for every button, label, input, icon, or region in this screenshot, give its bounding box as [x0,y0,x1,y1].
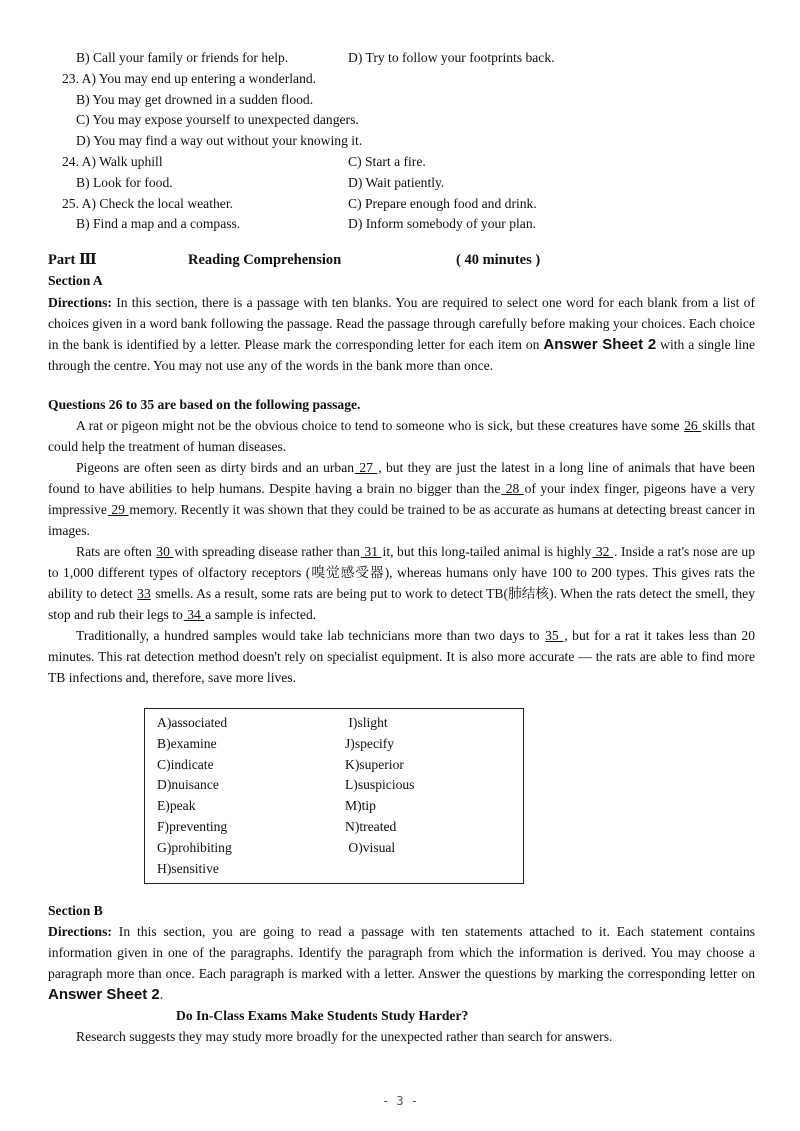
section-a-directions [48,292,755,376]
word-bank-row [157,734,523,755]
text-run: with spreading disease rather than [174,543,360,559]
q24-option-c: C) Start a fire. [348,153,426,169]
directions-label: Directions: [48,294,112,310]
q24-option-d: D) Wait patiently. [348,174,445,190]
q22-option-d: D) Try to follow your footprints back. [348,50,555,65]
word-bank-item: M)tip [345,798,376,814]
word-bank-item: K)superior [345,756,404,772]
q24-options-ac [48,152,755,173]
passage-title: Do In-Class Exams Make Students Study Harder? [176,1008,469,1024]
part3-heading [48,249,755,271]
text-run: . Inside a rat's nose are up to 1,000 different types of olfactory receptors (嗅觉感受器), whereas humans only have 100 to 200 types. This gives rats the ability to detect [48,543,756,601]
word-bank-item: D)nuisance [157,777,219,793]
blank-35: 35 [545,627,564,643]
word-bank-row [157,713,523,734]
q25-option-b: B) Find a map and a compass. [76,216,241,232]
directions-text: In this section, there is a passage with ten blanks. You are required to select one word for each blank from a list of choices given in a word bank following the passage. Read the passage through carefully before making your choices. Each choice in the bank is identified by a letter. Please mark the corresponding letter for each item on [48,294,755,352]
word-bank [144,708,524,884]
exam-page [48,48,755,1047]
text-run: Traditionally, a hundred samples would take lab technicians more than two days to [76,627,545,643]
text-run: , but for a rat it takes less than 20 minutes. This rat detection method doesn't rely on specialist equipment. It is also more accurate — the rats are able to find more TB infections and, therefore, save more lives. [48,627,755,685]
q25-options-bd [48,214,755,235]
q25-options-ac [48,194,755,215]
text-run: a sample is infected. [205,606,317,622]
blank-27: 27 [355,459,378,475]
word-bank-item: H)sensitive [157,860,219,876]
word-bank-item: G)prohibiting [157,839,232,855]
part-title: Reading Comprehension [188,252,342,269]
text-run: of your index finger, pigeons have a very impressive [48,480,755,517]
text-run: skills that could help the treatment of human diseases. [48,417,755,454]
passage-paragraph-1 [48,415,755,457]
text-run: A rat or pigeon might not be the obvious choice to tend to someone who is sick, but these creatures have some [76,417,684,433]
blank-31: 31 [360,543,382,559]
q22-option-b: B) Call your family or friends for help. [76,50,289,65]
text-run: smells. As a result, some rats are being put to work to detect TB(肺结核). When the rats detect the smell, they stop and rub their legs to [48,585,755,622]
word-bank-item: F)preventing [157,818,228,834]
directions-label: Directions: [48,924,112,940]
blank-30: 30 [156,543,174,559]
section-a-label: Section A [48,273,103,289]
q24-options-bd [48,173,755,194]
q23-option-a: 23. A) You may end up entering a wonderland. [62,70,317,86]
directions-text-end: with a single line through the centre. You may not use any of the words in the bank more than once. [48,336,755,373]
text-run: Rats are often [76,543,156,559]
blank-28: 28 [501,480,524,496]
text-run: it, but this long-tailed animal is highly [382,543,592,559]
word-bank-row [157,796,523,817]
directions-text-end: . [159,987,164,1003]
q23-option-b: B) You may get drowned in a sudden flood. [76,91,314,107]
word-bank-row [157,838,523,859]
passage-paragraph-3 [48,541,755,625]
blank-34: 34 [183,606,205,622]
blank-32: 32 [592,543,614,559]
word-bank-item: L)suspicious [345,777,415,793]
q24-option-b: B) Look for food. [76,174,173,190]
passage-intro: Research suggests they may study more broadly for the unexpected rather than search for answers. [76,1029,613,1045]
word-bank-row [157,755,523,776]
word-bank-item: B)examine [157,735,217,751]
word-bank-item: C)indicate [157,756,214,772]
q23-option-d: D) You may find a way out without your knowing it. [76,133,363,149]
q25-option-d: D) Inform somebody of your plan. [348,216,537,232]
word-bank-row [157,775,523,796]
q23-option-c: C) You may expose yourself to unexpected dangers. [76,112,359,128]
directions-text: In this section, you are going to read a passage with ten statements attached to it. Each statement contains information given in one of the paragraphs. Identify the paragraph from which the information is derived. You may choose a paragraph more than once. Each paragraph is marked with a letter. Answer the questions by marking the corresponding letter on [48,924,755,982]
word-bank-item: J)specify [345,735,395,751]
q24-option-a: 24. A) Walk uphill [62,153,163,169]
word-bank-row [157,859,523,880]
answer-sheet-ref: Answer Sheet 2 [543,335,657,353]
page-number: - 3 - [381,1094,419,1108]
q22-options-bd [48,48,755,69]
text-run: , but they are just the latest in a long line of animals that have been found to have abilities to help humans. Despite having a brain no bigger than the [48,459,755,496]
passage-paragraph-2 [48,457,755,541]
word-bank-item: I)slight [345,714,388,730]
word-bank-item: O)visual [345,839,396,855]
passage-paragraph-4 [48,625,755,688]
part-label: Part Ⅲ [48,252,97,269]
word-bank-item: N)treated [345,818,397,834]
blank-26: 26 [684,417,702,433]
q25-option-c: C) Prepare enough food and drink. [348,195,537,211]
text-run: Pigeons are often seen as dirty birds and an urban [76,459,355,475]
word-bank-item: E)peak [157,798,196,814]
section-b-label: Section B [48,903,103,919]
word-bank-row [157,817,523,838]
word-bank-item: A)associated [157,714,228,730]
part-time: ( 40 minutes ) [456,252,541,269]
section-b-directions [48,921,755,1005]
blank-33: 33 [137,585,151,601]
blank-29: 29 [107,501,129,517]
q25-option-a: 25. A) Check the local weather. [62,195,233,211]
text-run: memory. Recently it was shown that they could be trained to be as accurate as humans at detecting breast cancer in images. [48,501,755,538]
passage-heading: Questions 26 to 35 are based on the following passage. [48,396,361,412]
answer-sheet-ref: Answer Sheet 2 [48,986,160,1004]
